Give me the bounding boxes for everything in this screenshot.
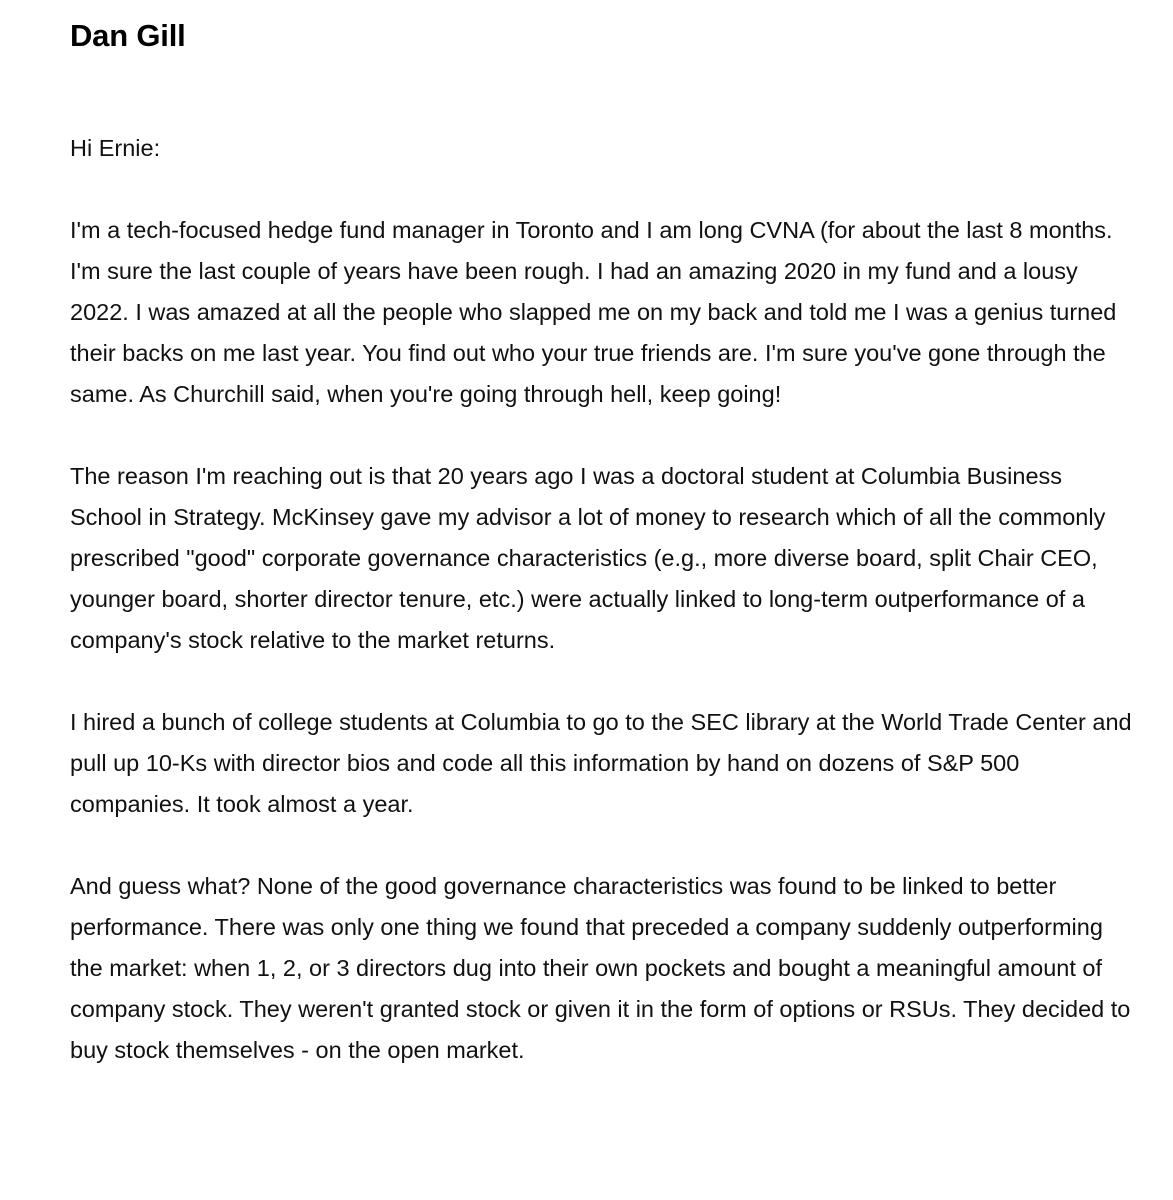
email-paragraph-1: I'm a tech-focused hedge fund manager in Toronto and I am long CVNA (for about the last 8 months. I'm sure the last couple of years have been rough. I had an amazing 2020 in my fund and a lousy 2022. I was amazed at all the people who slapped me on my back and told me I was a genius turned their backs on me last year. You find out who your true friends are. I'm sure you've gone through the same. As Churchill said, when you're going through hell, keep going! [70, 217, 1117, 407]
email-sender-name: Dan Gill [70, 18, 186, 53]
email-paragraph-4: And guess what? None of the good governance characteristics was found to be linked to better performance. There was only one thing we found that preceded a company suddenly outperforming the market: when 1, 2, or 3 directors dug into their own pockets and bought a meaningful amount of company stock. They weren't granted stock or given it in the form of options or RSUs. They decided to buy stock themselves - on the open market. [70, 873, 1131, 1063]
email-greeting: Hi Ernie: [70, 135, 161, 161]
email-body [70, 128, 1140, 1071]
email-paragraph-2: The reason I'm reaching out is that 20 years ago I was a doctoral student at Columbia Business School in Strategy. McKinsey gave my advisor a lot of money to research which of all the commonly prescribed "good" corporate governance characteristics (e.g., more diverse board, split Chair CEO, younger board, shorter director tenure, etc.) were actually linked to long-term outperformance of a company's stock relative to the market returns. [70, 463, 1106, 653]
email-paragraph-3: I hired a bunch of college students at Columbia to go to the SEC library at the World Trade Center and pull up 10-Ks with director bios and code all this information by hand on dozens of S&P 500 companies. It took almost a year. [70, 709, 1132, 817]
